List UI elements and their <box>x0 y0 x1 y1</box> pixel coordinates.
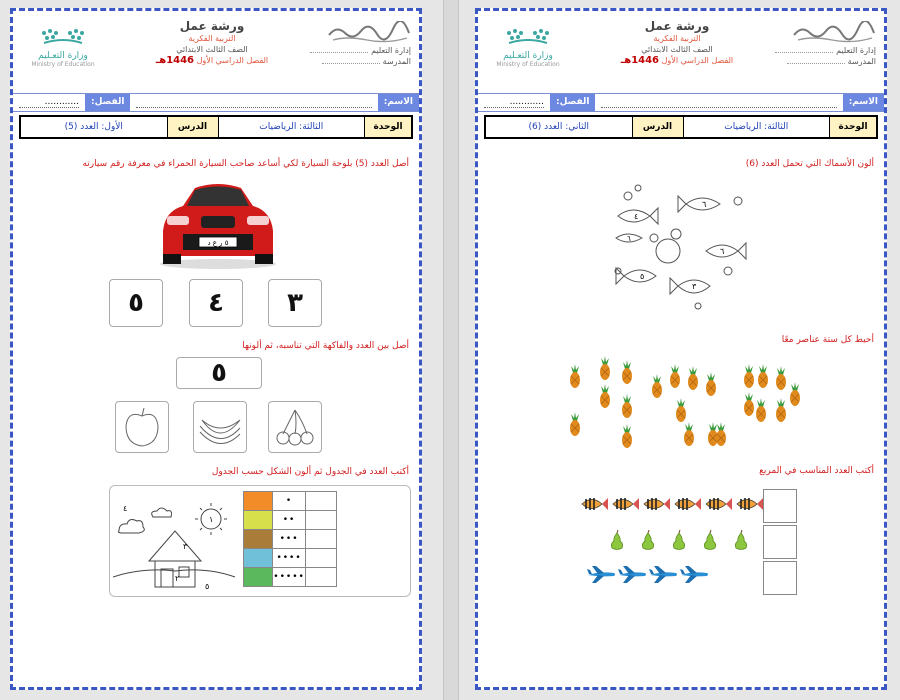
pineapple-icon[interactable] <box>600 384 610 408</box>
color-swatch <box>244 568 273 587</box>
dots-cell: • <box>273 492 306 511</box>
question-1: ألون الأسماك التي تحمل العدد (6) <box>745 159 874 169</box>
svg-text:٣: ٣ <box>183 542 188 551</box>
pear-icon <box>664 529 695 551</box>
page-header <box>484 19 878 89</box>
workshop-title: ورشة عمل <box>179 19 245 33</box>
name-label: الاسم: <box>378 94 419 111</box>
subject-line: التربية الفكرية <box>653 34 701 43</box>
pineapple-icon[interactable] <box>622 424 632 448</box>
svg-text:٣: ٣ <box>692 282 697 291</box>
pineapple-icon[interactable] <box>744 392 754 416</box>
question-2: أصل بين العدد والفاكهة التي تناسبه، ثم ألونها <box>242 341 409 351</box>
color-swatch <box>244 530 273 549</box>
red-car-image <box>153 176 283 271</box>
name-input[interactable] <box>601 97 836 108</box>
table-row <box>244 511 337 530</box>
question-3: أكتب العدد المناسب في المربع <box>759 466 874 476</box>
svg-text:١: ١ <box>209 515 214 524</box>
pineapple-icon[interactable] <box>570 364 580 388</box>
workshop-title: ورشة عمل <box>644 19 710 33</box>
class-input[interactable]: ............ <box>19 97 79 108</box>
table-row <box>244 492 337 511</box>
airplane-icon <box>586 563 617 585</box>
worksheet-page-left <box>10 8 422 690</box>
dots-cell: •••• <box>273 549 306 568</box>
ministry-logo <box>488 25 568 68</box>
name-label: الاسم: <box>843 94 884 111</box>
title-block <box>137 19 287 67</box>
unit-value: الثالثة: الرياضيات <box>218 117 365 137</box>
banana-icon <box>194 402 246 452</box>
answer-box-fish[interactable] <box>763 489 797 523</box>
subject-line: التربية الفكرية <box>188 34 236 43</box>
color-key-table <box>243 491 337 587</box>
fish-coloring-image <box>598 176 758 326</box>
kingdom-block <box>301 21 411 67</box>
unit-label: الوحدة <box>364 117 411 137</box>
pineapple-icon[interactable] <box>652 374 662 398</box>
ministry-name: وزارة التعـليم <box>38 51 88 61</box>
pineapple-icon[interactable] <box>708 422 718 446</box>
apple-card[interactable] <box>115 401 169 453</box>
svg-text:٤: ٤ <box>123 504 128 513</box>
student-info-bar <box>13 93 419 112</box>
pineapple-icon[interactable] <box>776 398 786 422</box>
airplane-icon <box>648 563 679 585</box>
airplane-row <box>586 563 710 585</box>
student-info-bar <box>478 93 884 112</box>
lesson-value: الثاني: العدد (6) <box>528 122 590 132</box>
ministry-name: وزارة التعـليم <box>503 51 553 61</box>
svg-text:٥: ٥ <box>640 272 645 281</box>
answer-cell[interactable] <box>306 492 337 511</box>
term-line: الفصل الدراسي الأول 1446هـ <box>620 55 734 66</box>
answer-cell[interactable] <box>306 568 337 587</box>
pineapple-icon[interactable] <box>790 382 800 406</box>
answer-cell[interactable] <box>306 549 337 568</box>
pear-icon <box>633 529 664 551</box>
fish-icon <box>733 493 764 515</box>
table-row <box>244 549 337 568</box>
unit-lesson-table <box>484 115 878 139</box>
fish-row <box>578 493 764 515</box>
svg-text:٦: ٦ <box>627 235 631 243</box>
answer-box-airplane[interactable] <box>763 561 797 595</box>
kingdom-calligraphy-logo <box>792 21 876 43</box>
title-block <box>602 19 752 67</box>
worksheet-page-right <box>475 8 887 690</box>
pineapple-icon[interactable] <box>744 364 754 388</box>
banana-card[interactable] <box>193 401 247 453</box>
pear-icon <box>602 529 633 551</box>
name-input[interactable] <box>136 97 371 108</box>
pineapple-icon[interactable] <box>776 366 786 390</box>
answer-cell[interactable] <box>306 530 337 549</box>
target-number-card: ٥ <box>176 357 262 389</box>
table-row <box>244 568 337 587</box>
fish-icon <box>609 493 640 515</box>
number-card-5[interactable]: ٥ <box>109 279 163 327</box>
lesson-value: الأول: العدد (5) <box>64 122 123 132</box>
color-swatch <box>244 511 273 530</box>
unit-value: الثالثة: الرياضيات <box>683 117 830 137</box>
question-3: أكتب العدد في الجدول ثم ألون الشكل حسب الجدول <box>211 467 409 477</box>
pineapple-icon[interactable] <box>706 372 716 396</box>
lesson-label: الدرس <box>632 117 683 137</box>
pineapple-icon[interactable] <box>622 394 632 418</box>
pineapple-icon[interactable] <box>676 398 686 422</box>
dots-cell: •• <box>273 511 306 530</box>
pineapple-icon[interactable] <box>600 356 610 380</box>
lesson-label: الدرس <box>167 117 218 137</box>
cherry-card[interactable] <box>268 401 322 453</box>
school-field[interactable]: المدرسة <box>301 56 411 67</box>
admin-field[interactable]: إدارة التعليم <box>766 45 876 56</box>
pear-icon <box>695 529 726 551</box>
airplane-icon <box>617 563 648 585</box>
pineapple-icon[interactable] <box>684 422 694 446</box>
kingdom-block <box>766 21 876 67</box>
svg-text:٦: ٦ <box>720 247 725 256</box>
unit-label: الوحدة <box>829 117 876 137</box>
fish-icon <box>702 493 733 515</box>
question-1: أصل العدد (5) بلوحة السيارة لكي أساعد صاحب السيارة الحمراء في معرفة رقم سيارته <box>82 159 409 169</box>
ministry-logo <box>23 25 103 68</box>
color-swatch <box>244 549 273 568</box>
cherry-icon <box>269 402 321 452</box>
pineapple-icon[interactable] <box>570 412 580 436</box>
dots-cell: ••• <box>273 530 306 549</box>
number-card-3[interactable]: ٣ <box>268 279 322 327</box>
kingdom-calligraphy-logo <box>327 21 411 43</box>
class-label: الفصل: <box>550 94 595 111</box>
pineapple-icon[interactable] <box>622 360 632 384</box>
fish-icon <box>671 493 702 515</box>
pineapple-icon[interactable] <box>756 398 766 422</box>
pineapple-icon[interactable] <box>688 366 698 390</box>
pineapple-group[interactable] <box>568 351 808 456</box>
number-card-4[interactable]: ٤ <box>189 279 243 327</box>
page-header <box>19 19 413 89</box>
fish-icon <box>640 493 671 515</box>
apple-icon <box>116 402 168 452</box>
admin-field[interactable]: إدارة التعليم <box>301 45 411 56</box>
dots-cell: ••••• <box>273 568 306 587</box>
svg-text:٦: ٦ <box>702 200 707 209</box>
table-row <box>244 530 337 549</box>
ministry-name-en: Ministry of Education <box>496 61 560 68</box>
page-gutter <box>443 0 459 700</box>
grade-line: الصف الثالث الابتدائي <box>641 45 713 54</box>
ministry-emblem-icon <box>38 25 88 47</box>
class-label: الفصل: <box>85 94 130 111</box>
pear-icon <box>726 529 757 551</box>
fish-icon <box>578 493 609 515</box>
license-plate-text: ٥ ر ع د <box>207 239 229 247</box>
pineapple-icon[interactable] <box>716 422 726 446</box>
airplane-icon <box>679 563 710 585</box>
pineapple-icon[interactable] <box>670 364 680 388</box>
pineapple-icon[interactable] <box>758 364 768 388</box>
ministry-name-en: Ministry of Education <box>31 61 95 68</box>
color-swatch <box>244 492 273 511</box>
question-2: أحيط كل ستة عناصر معًا <box>781 335 874 345</box>
pear-row <box>602 529 757 551</box>
house-drawing <box>113 491 238 591</box>
svg-text:٢: ٢ <box>175 574 180 583</box>
ministry-emblem-icon <box>503 25 553 47</box>
unit-lesson-table <box>19 115 413 139</box>
grade-line: الصف الثالث الابتدائي <box>176 45 248 54</box>
answer-cell[interactable] <box>306 511 337 530</box>
class-input[interactable]: ............ <box>484 97 544 108</box>
school-field[interactable]: المدرسة <box>766 56 876 67</box>
answer-box-pear[interactable] <box>763 525 797 559</box>
svg-text:٤: ٤ <box>634 212 639 221</box>
term-line: الفصل الدراسي الأول 1446هـ <box>155 55 269 66</box>
svg-text:٥: ٥ <box>205 582 210 591</box>
